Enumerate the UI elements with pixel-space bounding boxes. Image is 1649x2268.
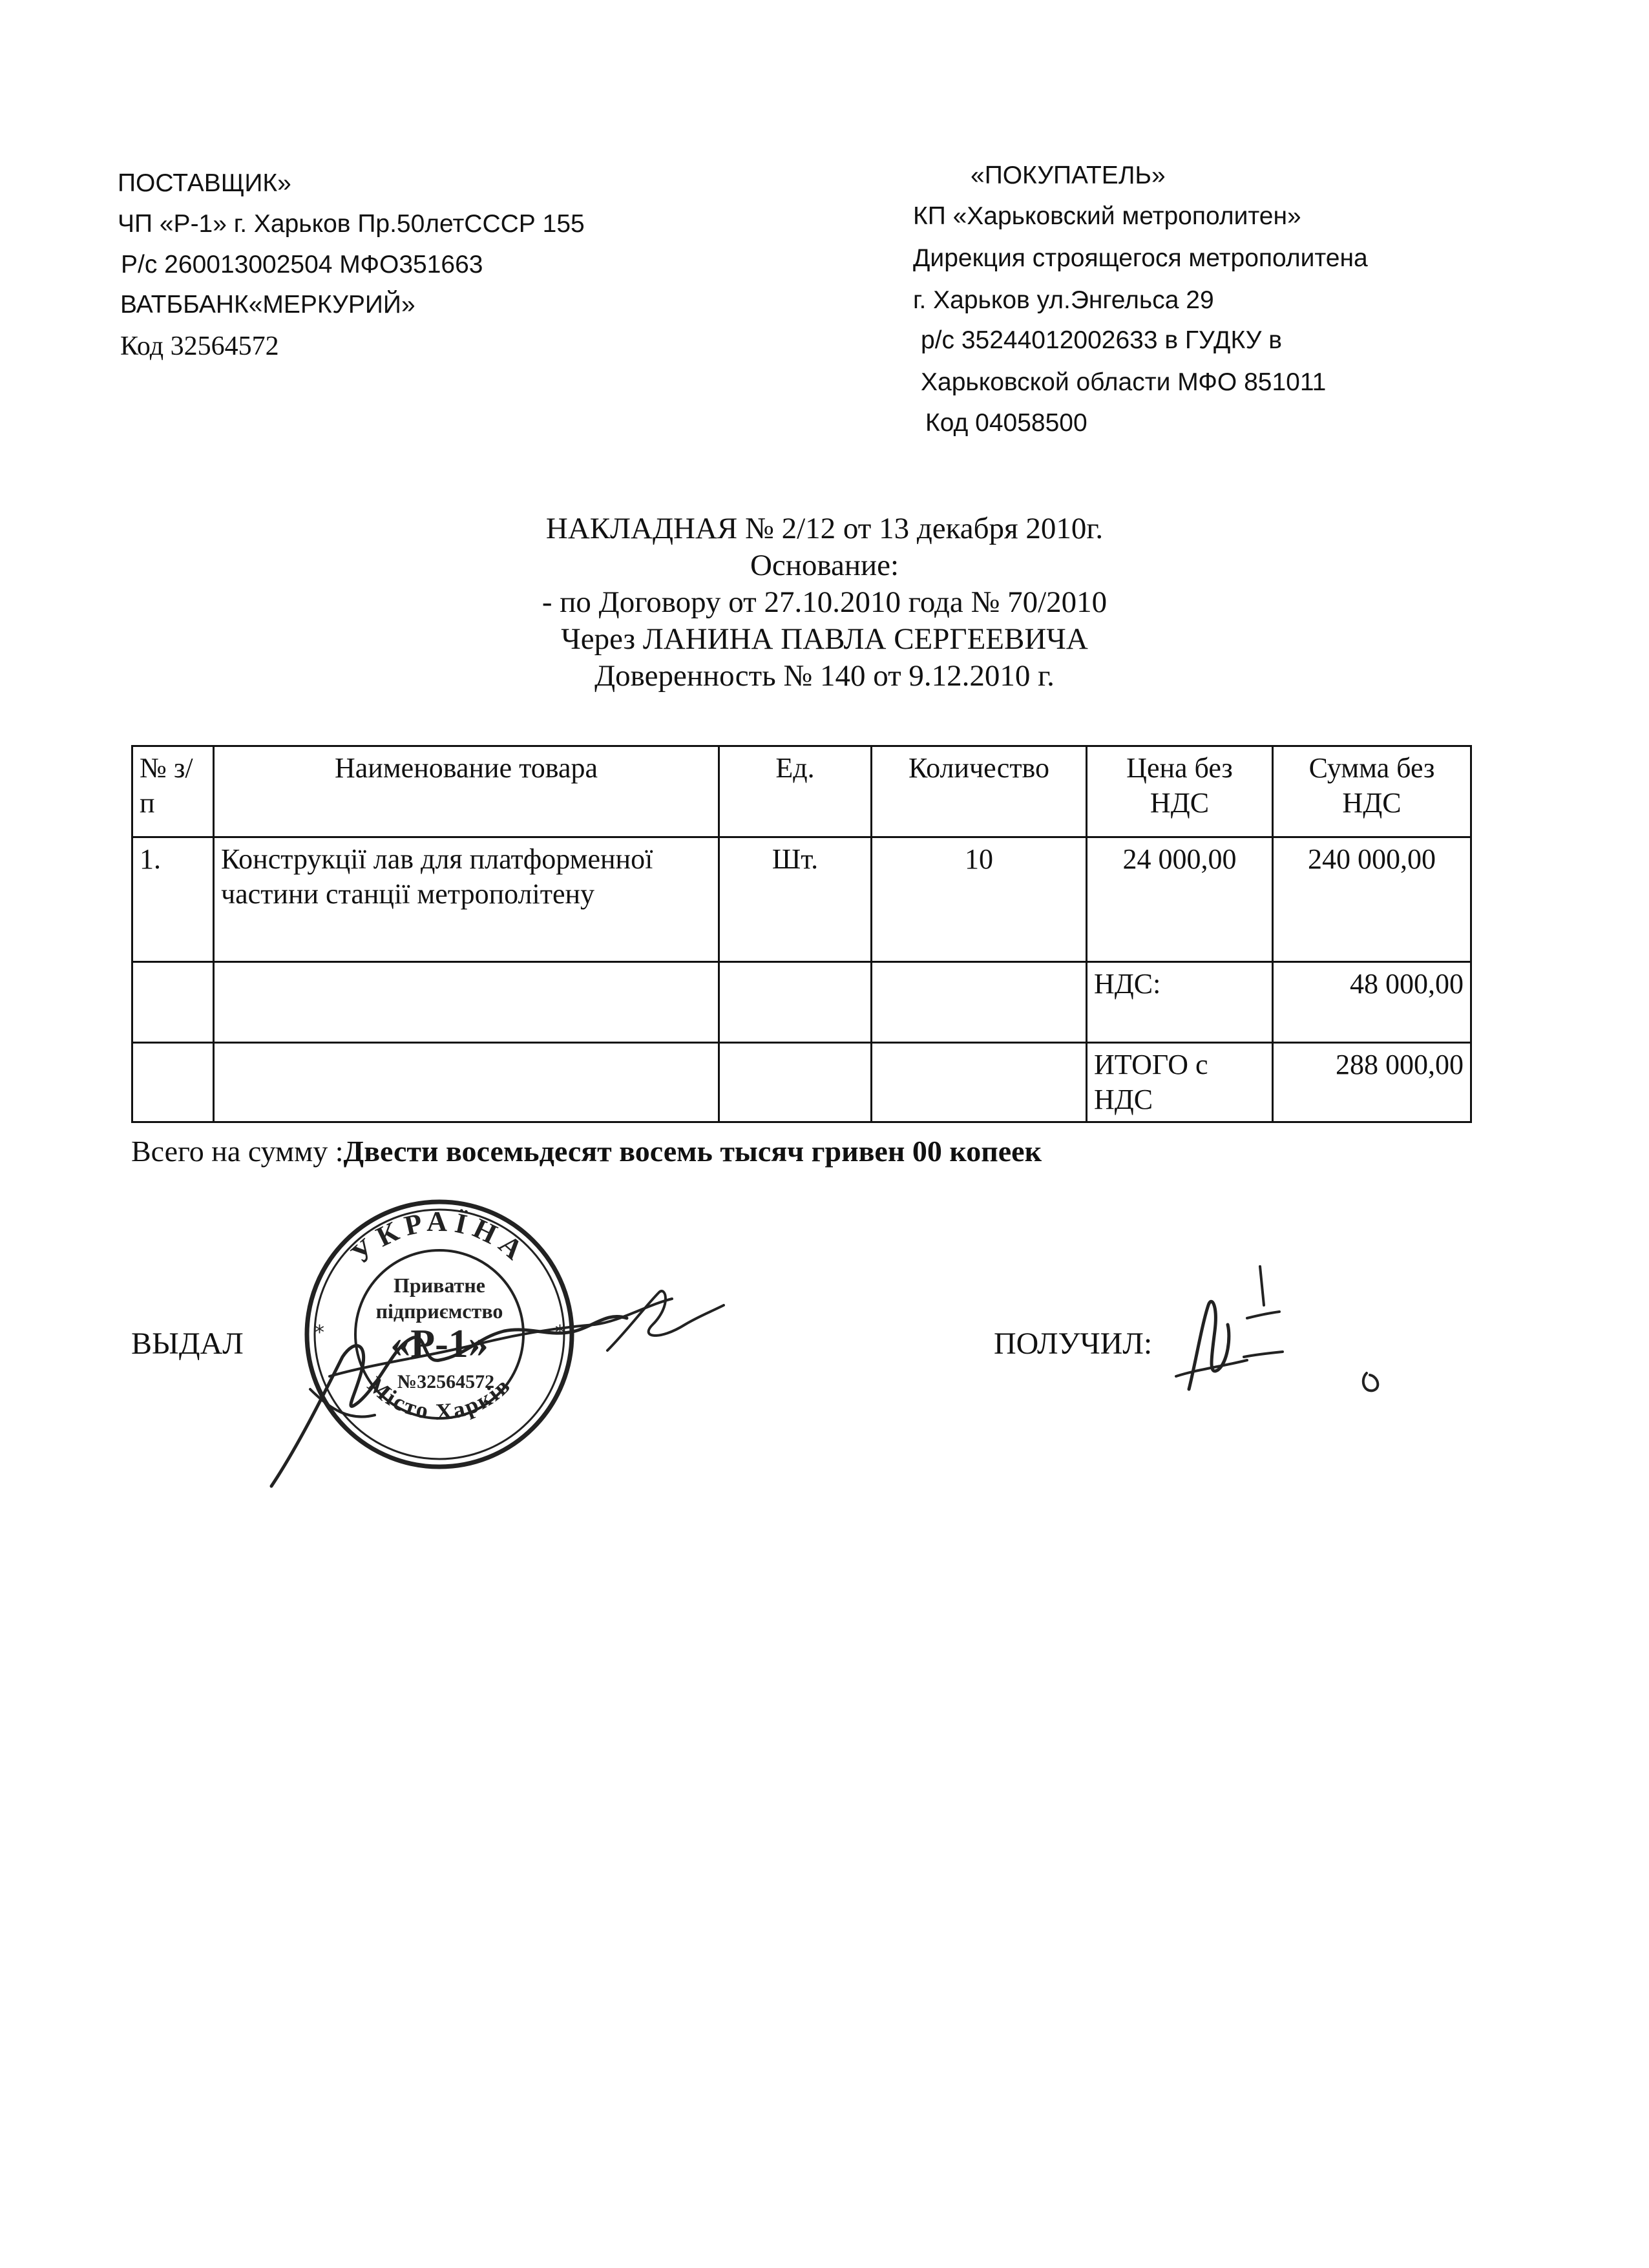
row-qty: 10 xyxy=(872,837,1087,962)
document-title-block xyxy=(0,510,1649,695)
row-unit: Шт. xyxy=(719,837,872,962)
buyer-region: Харьковской области МФО 851011 xyxy=(921,368,1327,396)
stamp-star-left-icon: * xyxy=(315,1321,324,1344)
empty-cell xyxy=(132,962,214,1043)
document-title: НАКЛАДНАЯ № 2/12 от 13 декабря 2010г. xyxy=(545,512,1104,545)
total-label: ИТОГО с НДС xyxy=(1087,1043,1273,1122)
header-sum: Сумма без НДС xyxy=(1273,746,1471,837)
total-words-value: Двести восемьдесят восемь тысяч гривен 00 копеек xyxy=(343,1135,1042,1168)
vat-label: НДС: xyxy=(1087,962,1273,1043)
empty-cell xyxy=(214,962,719,1043)
document-via: Через ЛАНИНА ПАВЛА СЕРГЕЕВИЧА xyxy=(561,622,1088,656)
document-proxy: Доверенность № 140 от 9.12.2010 г. xyxy=(594,659,1055,693)
table-vat-row xyxy=(132,962,1471,1043)
supplier-name: ЧП «Р-1» г. Харьков Пр.50летСССР 155 xyxy=(118,210,585,238)
table-header-row xyxy=(132,746,1471,837)
received-label: ПОЛУЧИЛ: xyxy=(994,1327,1153,1361)
vat-value: 48 000,00 xyxy=(1273,962,1471,1043)
issued-label: ВЫДАЛ xyxy=(131,1327,244,1361)
table-total-row xyxy=(132,1043,1471,1122)
issuer-signature xyxy=(246,1266,737,1499)
table-row xyxy=(132,837,1471,962)
empty-cell xyxy=(719,1043,872,1122)
header-unit: Ед. xyxy=(719,746,872,837)
document-basis-label: Основание: xyxy=(750,549,899,582)
supplier-heading: ПОСТАВЩИК» xyxy=(118,169,291,197)
invoice-table xyxy=(131,745,1472,1123)
header-name: Наименование товара xyxy=(214,746,719,837)
stamp-line1: Приватне xyxy=(394,1274,485,1297)
supplier-bank: ВАТББАНК«МЕРКУРИЙ» xyxy=(120,291,415,319)
header-price: Цена без НДС xyxy=(1087,746,1273,837)
total-value: 288 000,00 xyxy=(1273,1043,1471,1122)
row-price: 24 000,00 xyxy=(1087,837,1273,962)
row-sum: 240 000,00 xyxy=(1273,837,1471,962)
supplier-account: Р/с 260013002504 МФО351663 xyxy=(121,251,483,278)
buyer-heading: «ПОКУПАТЕЛЬ» xyxy=(971,162,1166,189)
stamp-star-right-icon: * xyxy=(555,1321,565,1344)
buyer-code: Код 04058500 xyxy=(925,409,1087,437)
stamp-code: №32564572 xyxy=(397,1371,495,1392)
stamp-line2: підприємство xyxy=(375,1299,503,1323)
receiver-signature xyxy=(1150,1247,1409,1415)
header-qty: Количество xyxy=(872,746,1087,837)
supplier-code: Код 32564572 xyxy=(120,331,279,361)
buyer-directorate: Дирекция строящегося метрополитена xyxy=(913,244,1368,272)
document-contract: - по Договору от 27.10.2010 года № 70/2010 xyxy=(541,585,1108,619)
header-num: № з/п xyxy=(132,746,214,837)
stamp-bottom-text: Місто Харків xyxy=(362,1371,516,1425)
buyer-account: р/с 35244012002633 в ГУДКУ в xyxy=(921,326,1282,354)
buyer-name: КП «Харьковский метрополитен» xyxy=(913,202,1301,230)
buyer-address: г. Харьков ул.Энгельса 29 xyxy=(913,286,1214,314)
empty-cell xyxy=(132,1043,214,1122)
row-name: Конструкції лав для платформенної частини станції метрополітену xyxy=(214,837,719,962)
stamp-company-name: «Р-1» xyxy=(390,1322,488,1366)
total-in-words xyxy=(131,1134,1042,1168)
empty-cell xyxy=(214,1043,719,1122)
empty-cell xyxy=(719,962,872,1043)
empty-cell xyxy=(872,962,1087,1043)
row-num: 1. xyxy=(132,837,214,962)
stamp-top-text: УКРАЇНА xyxy=(344,1205,534,1270)
total-words-label: Всего на сумму : xyxy=(131,1135,344,1168)
empty-cell xyxy=(872,1043,1087,1122)
